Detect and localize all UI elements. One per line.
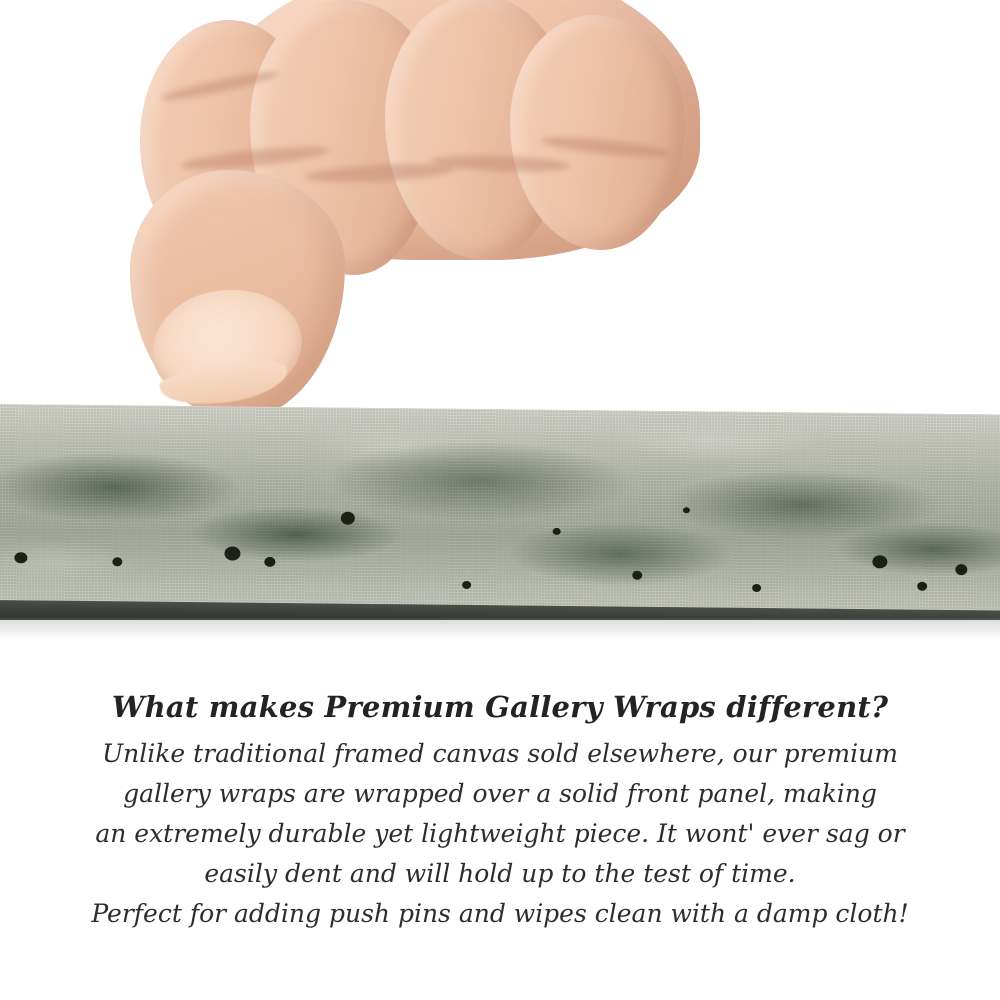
print-speck — [264, 557, 275, 567]
print-speck — [341, 512, 355, 525]
canvas-print-surface — [0, 404, 1000, 620]
print-speck — [224, 546, 240, 560]
hand-illustration — [120, 0, 740, 430]
caption-line: Perfect for adding push pins and wipes clean with a damp cloth! — [91, 899, 909, 928]
print-speck — [872, 555, 887, 568]
canvas-drop-shadow — [0, 618, 1000, 640]
print-speck — [553, 528, 561, 535]
print-speck — [955, 564, 967, 575]
caption-heading: What makes Premium Gallery Wraps different? — [111, 690, 889, 724]
caption-line: gallery wraps are wrapped over a solid front panel, making — [123, 779, 877, 808]
thumb — [130, 170, 345, 420]
print-speck — [917, 582, 927, 591]
caption-line: easily dent and will hold up to the test of time. — [204, 859, 796, 888]
caption-body — [0, 734, 1000, 934]
print-speck — [14, 552, 27, 563]
print-speck — [112, 557, 122, 566]
print-speck — [462, 581, 471, 589]
caption-line: Unlike traditional framed canvas sold elsewhere, our premium — [102, 739, 898, 768]
print-speck — [683, 507, 690, 513]
canvas-weave-texture — [0, 404, 1000, 620]
print-speck — [752, 584, 761, 592]
caption-block — [0, 690, 1000, 934]
print-speck — [632, 571, 642, 580]
canvas-wrap-edge — [0, 404, 1000, 620]
caption-line: an extremely durable yet lightweight piece. It wont' ever sag or — [95, 819, 905, 848]
